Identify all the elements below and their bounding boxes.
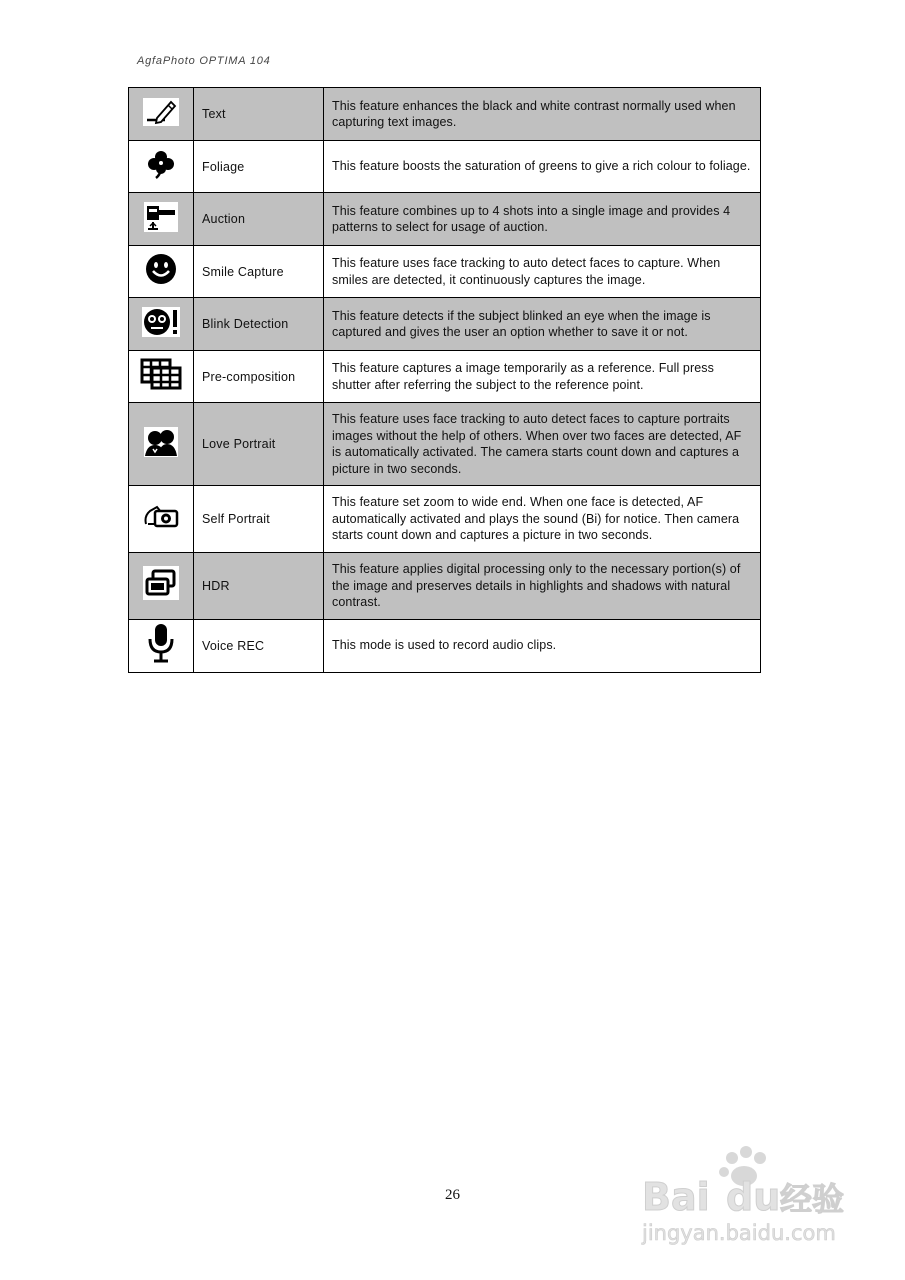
svg-text:jingyan.baidu.com: jingyan.baidu.com [642, 1221, 836, 1245]
table-row [129, 486, 761, 553]
foliage-clover-icon [146, 149, 176, 184]
table-row [129, 246, 761, 298]
two-faces-icon [144, 427, 178, 462]
mode-name: Blink Detection [194, 298, 324, 351]
mode-name: Auction [194, 193, 324, 246]
smile-face-icon [145, 253, 177, 290]
mode-name: Love Portrait [194, 403, 324, 486]
page-header: AgfaPhoto OPTIMA 104 [137, 55, 271, 67]
grid-composition-icon [140, 358, 182, 395]
svg-text:经验: 经验 [780, 1180, 845, 1218]
mode-description: This feature uses face tracking to auto detect faces to capture. When smiles are detected, it continuously captures the image. [324, 246, 761, 298]
table-row [129, 553, 761, 620]
hand-camera-icon [143, 504, 179, 535]
mode-name: Smile Capture [194, 246, 324, 298]
mode-description: This feature combines up to 4 shots into a single image and provides 4 patterns to select for usage of auction. [324, 193, 761, 246]
mode-name: Foliage [194, 141, 324, 193]
auction-gavel-icon [144, 202, 178, 237]
mode-description: This feature enhances the black and white contrast normally used when capturing text images. [324, 88, 761, 141]
svg-text:du: du [726, 1175, 781, 1219]
baidu-paw-logo-icon [640, 1140, 855, 1250]
mode-description: This feature captures a image temporarily as a reference. Full press shutter after referring the subject to the reference point. [324, 351, 761, 403]
table-row [129, 141, 761, 193]
mode-description: This feature detects if the subject blinked an eye when the image is captured and gives the user an option whether to save it or not. [324, 298, 761, 351]
scene-mode-table [128, 87, 761, 673]
mode-name: Self Portrait [194, 486, 324, 553]
text-pencil-icon [143, 98, 179, 131]
table-row [129, 351, 761, 403]
mode-description: This feature uses face tracking to auto detect faces to capture portraits images without the help of others. When over two faces are detected, AF is automatically activated. The camera starts count down and captures a picture in two seconds. [324, 403, 761, 486]
baidu-jingyan-watermark [640, 1140, 855, 1250]
mode-description: This mode is used to record audio clips. [324, 619, 761, 672]
mode-description: This feature applies digital processing only to the necessary portion(s) of the image and preserves details in highlights and shadows with natural contrast. [324, 553, 761, 620]
table-row [129, 298, 761, 351]
mode-name: Pre-composition [194, 351, 324, 403]
mode-name: Text [194, 88, 324, 141]
table-row [129, 193, 761, 246]
mode-description: This feature boosts the saturation of greens to give a rich colour to foliage. [324, 141, 761, 193]
page-number: 26 [445, 1187, 460, 1203]
mode-name: Voice REC [194, 619, 324, 672]
svg-text:Bai: Bai [642, 1175, 710, 1219]
blink-face-icon [142, 307, 180, 342]
microphone-icon [147, 623, 175, 668]
table-row [129, 403, 761, 486]
mode-description: This feature set zoom to wide end. When one face is detected, AF automatically activated and plays the sound (Bi) for notice. Then camera starts count down and captures a picture in two seconds. [324, 486, 761, 553]
mode-name: HDR [194, 553, 324, 620]
hdr-frames-icon [143, 566, 179, 605]
table-row [129, 619, 761, 672]
table-row [129, 88, 761, 141]
